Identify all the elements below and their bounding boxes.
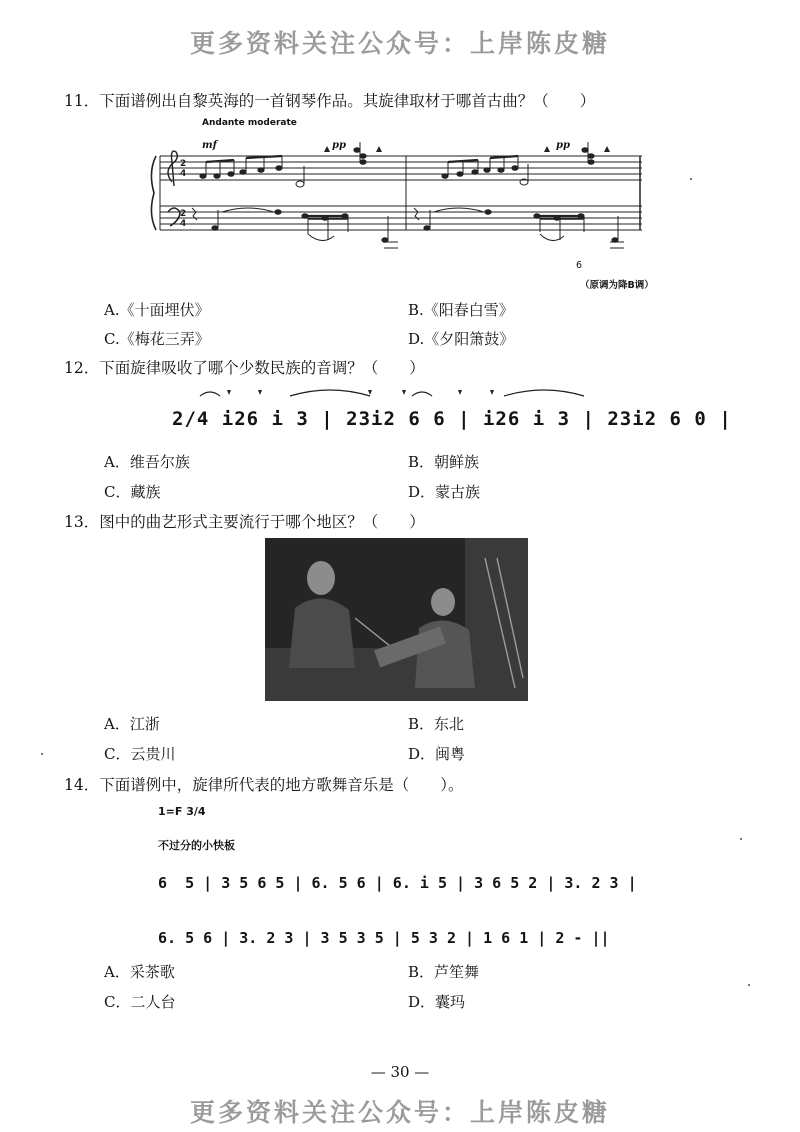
q12-option-b[interactable]: B．朝鲜族 (408, 453, 480, 471)
q14-option-d[interactable]: D．囊玛 (408, 993, 466, 1011)
q13-option-d[interactable]: D．闽粤 (408, 745, 466, 763)
q12-score-marks (160, 384, 640, 440)
dynamic-mf: mf (202, 140, 217, 151)
q12-option-d[interactable]: D．蒙古族 (408, 483, 481, 501)
performance-photo-drawing (265, 538, 528, 701)
watermark-bottom: 更多资料关注公众号：上岸陈皮糖 (189, 1098, 610, 1127)
scan-speck (740, 838, 742, 840)
q13-option-b[interactable]: B．东北 (408, 715, 465, 733)
dynamic-pp-1: pp (332, 140, 346, 151)
svg-text:2: 2 (180, 209, 187, 219)
tempo-marking-q14: 不过分的小快板 (158, 839, 235, 852)
page-number: — 30 — (370, 1063, 430, 1081)
question-12-stem: 12．下面旋律吸收了哪个少数民族的音调？（ ） (64, 359, 425, 377)
q11-option-b[interactable]: B.《阳春白雪》 (408, 301, 514, 319)
scan-speck (748, 984, 750, 986)
figure-note: （原调为降B调） (580, 280, 654, 291)
jianpu-line-1: 6 5 | 3 5 6 5 | 6. 5 6 | 6. i 5 | 3 6 5 2 | 3. 2 3 | (158, 874, 637, 892)
tempo-marking: Andante moderate (202, 118, 297, 128)
q11-option-a[interactable]: A.《十面埋伏》 (104, 301, 210, 319)
key-signature: 1=F 3/4 (158, 805, 206, 818)
q13-option-a[interactable]: A．江浙 (104, 715, 160, 733)
question-14-stem: 14．下面谱例中，旋律所代表的地方歌舞音乐是（ ）。 (64, 776, 464, 794)
svg-text:2: 2 (180, 159, 187, 169)
svg-text:4: 4 (180, 169, 187, 179)
q11-option-c[interactable]: C.《梅花三弄》 (104, 330, 210, 348)
q13-option-c[interactable]: C．云贵川 (104, 745, 176, 763)
scan-speck (41, 753, 43, 755)
svg-text:4: 4 (180, 219, 187, 229)
q14-option-a[interactable]: A．采茶歌 (104, 963, 175, 981)
dynamic-pp-2: pp (556, 140, 570, 151)
q14-option-b[interactable]: B．芦笙舞 (408, 963, 480, 981)
q14-option-c[interactable]: C．二人台 (104, 993, 176, 1011)
score-staff-drawing (148, 112, 648, 292)
question-11-stem: 11．下面谱例出自黎英海的一首钢琴作品。其旋律取材于哪首古曲？（ ） (64, 92, 596, 110)
jianpu-line-2: 6. 5 6 | 3. 2 3 | 3 5 3 5 | 5 3 2 | 1 6 1 | 2 - || (158, 929, 610, 947)
scan-speck (690, 178, 692, 180)
figure-number: 6 (576, 260, 583, 271)
question-13-stem: 13．图中的曲艺形式主要流行于哪个地区？（ ） (64, 513, 425, 531)
q11-option-d[interactable]: D.《夕阳箫鼓》 (408, 330, 515, 348)
q12-option-a[interactable]: A．维吾尔族 (104, 453, 190, 471)
piano-score (148, 112, 654, 292)
q12-option-c[interactable]: C．藏族 (104, 483, 161, 501)
jianpu-score-q12: 2/4 i26 i 3 | 23i2 6 6 | i26 i 3 | 23i2 6 0 | (172, 408, 732, 430)
performance-photo (265, 538, 528, 701)
watermark-top: 更多资料关注公众号：上岸陈皮糖 (189, 29, 610, 58)
